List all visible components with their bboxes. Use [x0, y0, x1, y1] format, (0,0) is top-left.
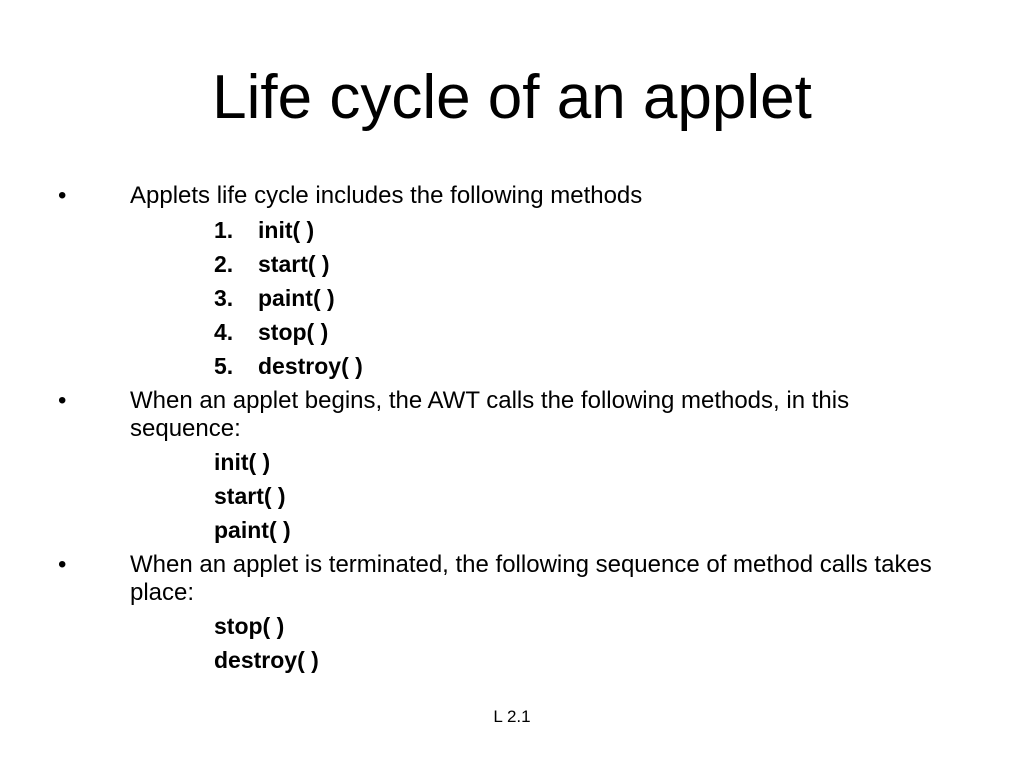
bullet-symbol: •	[58, 182, 67, 209]
begin-sequence-item-3: paint( )	[214, 517, 291, 543]
begin-sequence-item-1: init( )	[214, 449, 271, 475]
method-name: stop( )	[258, 319, 329, 345]
bullet-symbol: •	[58, 387, 67, 414]
method-number: 4.	[214, 319, 234, 345]
method-item-3	[214, 284, 335, 312]
bullet-text: When an applet is terminated, the following sequence of method calls takes place:	[130, 551, 932, 606]
method-item-5	[214, 352, 363, 380]
method-name: init( )	[258, 217, 315, 243]
method-item-4	[214, 318, 328, 346]
bullet-text: When an applet begins, the AWT calls the following methods, in this sequence:	[130, 387, 850, 442]
begin-sequence-item-2: start( )	[214, 483, 286, 509]
bullet-symbol: •	[58, 551, 67, 578]
method-number: 3.	[214, 285, 234, 311]
terminate-sequence-item-2: destroy( )	[214, 647, 319, 673]
bullet-text: Applets life cycle includes the following methods	[130, 182, 643, 209]
method-name: start( )	[258, 251, 330, 277]
method-number: 1.	[214, 217, 234, 243]
method-name: paint( )	[258, 285, 335, 311]
method-item-2	[214, 250, 330, 278]
method-number: 2.	[214, 251, 234, 277]
method-name: destroy( )	[258, 353, 363, 379]
terminate-sequence-item-1: stop( )	[214, 613, 285, 639]
slide-number: L 2.1	[493, 707, 531, 726]
method-number: 5.	[214, 353, 234, 379]
slide-title: Life cycle of an applet	[212, 63, 812, 132]
method-item-1	[214, 216, 314, 244]
